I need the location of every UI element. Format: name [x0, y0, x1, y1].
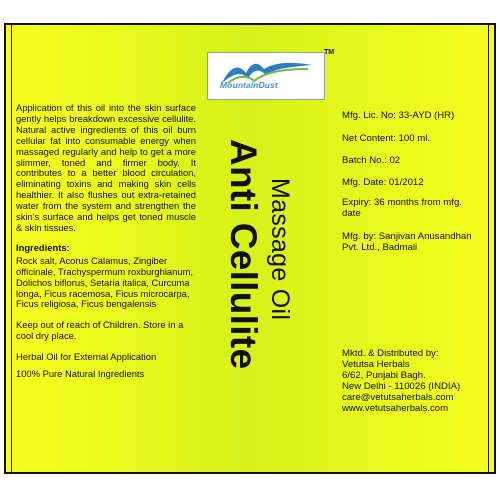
distributor-address: 6/62, Punjabi Bagh.	[342, 370, 426, 381]
brand-name: MountainDust	[220, 80, 278, 90]
distributor-heading: Mktd. & Distributed by:	[342, 348, 439, 359]
distributor-city: New Delhi - 110026 (INDIA)	[342, 381, 461, 392]
distributor-website: www.vetutsaherbals.com	[342, 403, 449, 414]
distributor-block	[342, 348, 492, 414]
net-content: Net Content: 100 ml.	[342, 133, 430, 144]
mountain-icon	[208, 53, 324, 99]
left-border-line	[11, 25, 12, 472]
left-column	[16, 103, 196, 380]
brand-logo	[207, 52, 325, 100]
product-description: Application of this oil into the skin surface gently helps breakdown excessive cellulite. Natural active ingredients of this oil burn cellular fat into consumable energy when massaged regularly and help to get a more slimmer, toned and firmer body. It contributes to a better blood circulation, eliminating toxins and making skin cells healthier. It also flushes out extra-retained water from the system and strengthen the skin's surface and helps get toned muscle & skin tissues.	[16, 102, 196, 233]
usage-note: Herbal Oil for External Application	[16, 351, 157, 363]
manufacturer: Mfg. by: Sanjivan Anusandhan Pvt. Ltd., Badmali	[342, 231, 472, 253]
batch-number: Batch No.: 02	[342, 155, 401, 166]
license-number: Mfg. Lic. No: 33-AYD (HR)	[342, 110, 455, 121]
distributor-name: Vetutsa Herbals	[342, 359, 410, 370]
distributor-email: care@vetutsaherbals.com	[342, 392, 454, 403]
storage-warning: Keep out of reach of Children. Store in a cool dry place.	[16, 319, 184, 342]
expiry-info: Expiry: 36 months from mfg. date	[342, 197, 462, 219]
trademark-mark: TM	[324, 49, 335, 56]
ingredients-heading: Ingredients:	[16, 241, 70, 253]
product-subtitle: Massage Oil	[266, 178, 294, 321]
purity-claim: 100% Pure Natural Ingredients	[16, 368, 145, 380]
ingredients-list: Rock salt, Acorus Calamus, Zingiber officinale, Trachyspermum roxburghianum, Dolichos biflorus, Setaria italica, Curcuma longa, Ficus racemosa, Ficus microcarpa, Ficus religiosa, Ficus bengalensis	[16, 254, 193, 310]
mfg-date: Mfg. Date: 01/2012	[342, 177, 424, 188]
product-title: Anti Cellulite	[223, 139, 264, 370]
